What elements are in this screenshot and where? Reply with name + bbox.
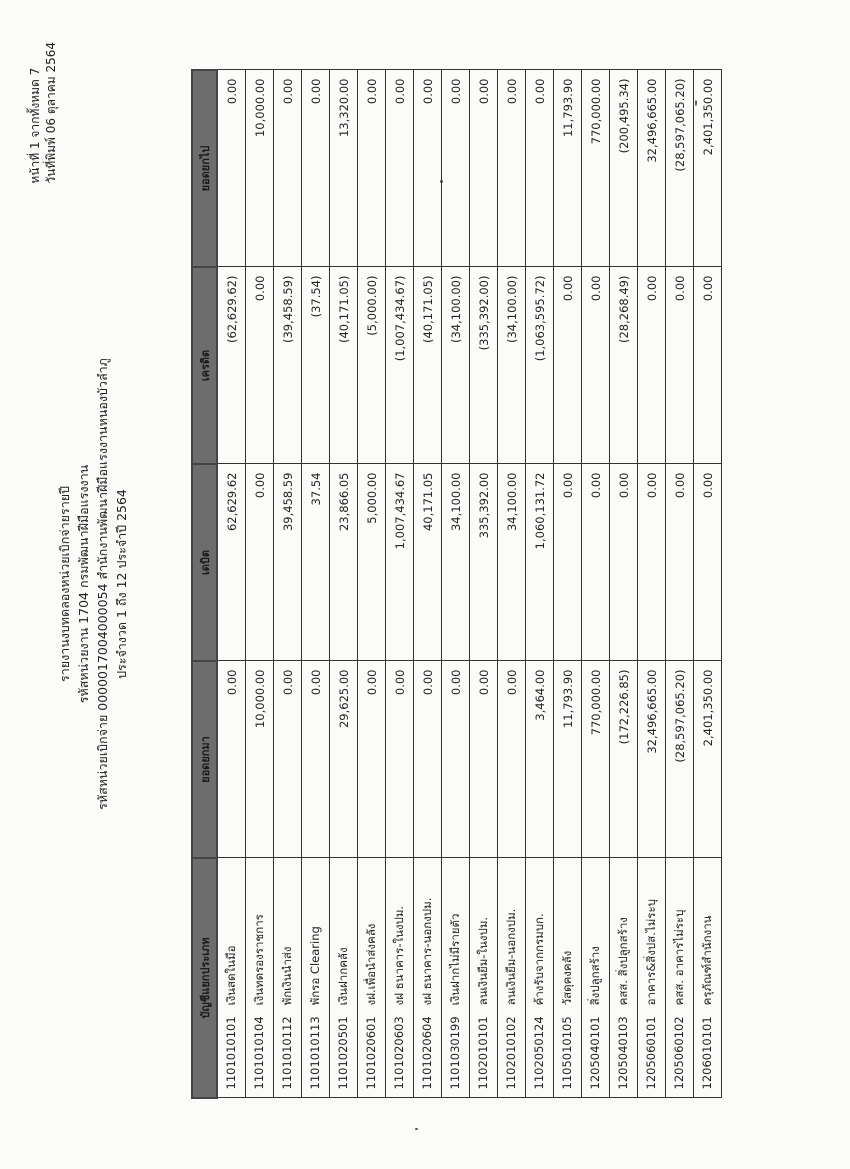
credit-value: (1,007,434.67): [386, 267, 414, 464]
account-name: คสส. อาคารไม่ระบุ: [671, 909, 686, 1006]
debit-value: 40,171.05: [414, 464, 442, 661]
header-carried-forward: ยอดยกไป: [192, 70, 217, 267]
account-cell: [582, 858, 610, 1098]
credit-value: (62,629.62): [217, 267, 246, 464]
credit-value: (34,100.00): [442, 267, 470, 464]
account-name: พักเงินนำส่ง: [279, 946, 294, 1006]
account-code: 1101010104: [251, 1016, 266, 1090]
debit-value: 0.00: [638, 464, 666, 661]
account-cell: [638, 858, 666, 1098]
account-cell: [470, 858, 498, 1098]
rotated-report-page: [15, 34, 835, 1134]
account-name: คสส. สิ่งปลูกสร้าง: [615, 917, 630, 1006]
header-debit: เดบิต: [192, 464, 217, 661]
agency-line: รหัสหน่วยงาน 1704 กรมพัฒนาฝีมือแรงงาน: [76, 464, 91, 704]
credit-value: 0.00: [666, 267, 694, 464]
debit-value: 0.00: [582, 464, 610, 661]
credit-value: (335,392.00): [470, 267, 498, 464]
credit-value: 0.00: [694, 267, 722, 464]
carried-forward-value: 2,401,350.00: [694, 70, 722, 267]
account-cell: [526, 858, 554, 1098]
table-row: [638, 70, 666, 1098]
account-cell: [414, 858, 442, 1098]
debit-value: 0.00: [610, 464, 638, 661]
account-cell: [666, 858, 694, 1098]
debit-value: 39,458.59: [274, 464, 302, 661]
period-line: ประจำงวด 1 ถึง 12 ประจำปี 2564: [114, 489, 129, 679]
account-cell: [694, 858, 722, 1098]
account-cell: [386, 858, 414, 1098]
credit-value: 0.00: [554, 267, 582, 464]
credit-value: (39,458.59): [274, 267, 302, 464]
table-row: [274, 70, 302, 1098]
table-row: [386, 70, 414, 1098]
credit-value: (1,063,595.72): [526, 267, 554, 464]
account-code: 1205060101: [643, 1016, 658, 1090]
table-header-row: [192, 70, 217, 1098]
credit-value: (37.54): [302, 267, 330, 464]
carried-forward-value: 13,320.00: [330, 70, 358, 267]
debit-value: 335,392.00: [470, 464, 498, 661]
account-name: เงินสดในมือ: [223, 945, 238, 1006]
account-cell: [358, 858, 386, 1098]
account-code: 1101020601: [363, 1016, 378, 1090]
carried-forward-value: 0.00: [217, 70, 246, 267]
debit-value: 34,100.00: [442, 464, 470, 661]
account-name: ลนเงินยืม-ในงปม.: [475, 916, 490, 1006]
account-cell: [442, 858, 470, 1098]
carried-forward-value: 0.00: [302, 70, 330, 267]
brought-forward-value: 0.00: [442, 661, 470, 858]
debit-value: 1,060,131.72: [526, 464, 554, 661]
credit-value: (40,171.05): [414, 267, 442, 464]
disbursement-unit-line: รหัสหน่วยเบิกจ่าย 0000017004000054 สำนักงานพัฒนาฝีมือแรงงานหนองบัวลำภู: [95, 358, 110, 810]
account-code: 1101020603: [391, 1016, 406, 1090]
account-name: งฝ.เพื่อนำส่งคลัง: [363, 923, 378, 1006]
account-code: 1102050124: [531, 1016, 546, 1090]
account-name: ครุภัณฑ์สำนักงาน: [699, 915, 714, 1006]
brought-forward-value: (172,226.85): [610, 661, 638, 858]
report-title: รายงานงบทดลองหน่วยเบิกจ่ายรายปี: [57, 486, 72, 682]
brought-forward-value: 32,496,665.00: [638, 661, 666, 858]
carried-forward-value: 11,793.90: [554, 70, 582, 267]
table-row: [526, 70, 554, 1098]
carried-forward-value: 0.00: [470, 70, 498, 267]
page-number-line: หน้าที่ 1 จากทั้งหมด 7: [28, 67, 42, 184]
debit-value: 0.00: [666, 464, 694, 661]
account-name: พักรอ Clearing: [307, 926, 322, 1006]
account-name: งฝ ธนาคาร-นอกงปม.: [419, 897, 434, 1006]
brought-forward-value: 0.00: [217, 661, 246, 858]
report-titles: [55, 34, 131, 1134]
table-row: [217, 70, 246, 1098]
account-cell: [217, 858, 246, 1098]
account-name: งฝ ธนาคาร-ในงปม.: [391, 905, 406, 1006]
table-row: [554, 70, 582, 1098]
account-code: 1101020501: [335, 1016, 350, 1090]
account-code: 1101010113: [307, 1016, 322, 1090]
table-row: [246, 70, 274, 1098]
account-name: เงินฝากไม่มีรายตัว: [447, 913, 462, 1006]
debit-value: 62,629.62: [217, 464, 246, 661]
credit-value: (34,100.00): [498, 267, 526, 464]
print-date-line: วันที่พิมพ์ 06 ตุลาคม 2564: [44, 42, 58, 184]
credit-value: (5,000.00): [358, 267, 386, 464]
account-code: 1205040103: [615, 1016, 630, 1090]
brought-forward-value: 0.00: [414, 661, 442, 858]
debit-value: 0.00: [694, 464, 722, 661]
brought-forward-value: 0.00: [386, 661, 414, 858]
brought-forward-value: 29,625.00: [330, 661, 358, 858]
brought-forward-value: (28,597,065.20): [666, 661, 694, 858]
debit-value: 37.54: [302, 464, 330, 661]
account-cell: [330, 858, 358, 1098]
credit-value: 0.00: [582, 267, 610, 464]
account-cell: [302, 858, 330, 1098]
account-cell: [498, 858, 526, 1098]
header-account: บัญชีแยกประเภท: [192, 858, 217, 1098]
account-code: 1102010101: [475, 1016, 490, 1090]
account-name: ค้างรับจากกรมบก.: [531, 913, 546, 1006]
credit-value: (28,268.49): [610, 267, 638, 464]
debit-value: 0.00: [246, 464, 274, 661]
debit-value: 23,866.05: [330, 464, 358, 661]
table-row: [330, 70, 358, 1098]
carried-forward-value: 10,000.00: [246, 70, 274, 267]
account-code: 1205040101: [587, 1016, 602, 1090]
table-row: [470, 70, 498, 1098]
debit-value: 34,100.00: [498, 464, 526, 661]
carried-forward-value: 0.00: [442, 70, 470, 267]
account-name: วัสดุคงคลัง: [559, 950, 574, 1006]
table-row: [666, 70, 694, 1098]
account-code: 1102010102: [503, 1016, 518, 1090]
brought-forward-value: 11,793.90: [554, 661, 582, 858]
credit-value: 0.00: [638, 267, 666, 464]
carried-forward-value: 770,000.00: [582, 70, 610, 267]
account-cell: [274, 858, 302, 1098]
credit-value: (40,171.05): [330, 267, 358, 464]
credit-value: 0.00: [246, 267, 274, 464]
brought-forward-value: 0.00: [358, 661, 386, 858]
carried-forward-value: 0.00: [526, 70, 554, 267]
table-row: [582, 70, 610, 1098]
account-code: 1101020604: [419, 1016, 434, 1090]
carried-forward-value: 0.00: [498, 70, 526, 267]
table-row: [610, 70, 638, 1098]
debit-value: 1,007,434.67: [386, 464, 414, 661]
brought-forward-value: 0.00: [498, 661, 526, 858]
account-code: 1101010112: [279, 1016, 294, 1090]
table-row: [498, 70, 526, 1098]
trial-balance-table: [191, 69, 722, 1099]
account-code: 1205060102: [671, 1016, 686, 1090]
carried-forward-value: 32,496,665.00: [638, 70, 666, 267]
carried-forward-value: 0.00: [386, 70, 414, 267]
debit-value: 0.00: [554, 464, 582, 661]
account-code: 1101010101: [223, 1016, 238, 1090]
account-name: เงินทดรองราชการ: [251, 914, 266, 1006]
account-cell: [246, 858, 274, 1098]
brought-forward-value: 0.00: [274, 661, 302, 858]
carried-forward-value: 0.00: [274, 70, 302, 267]
carried-forward-value: 0.00: [414, 70, 442, 267]
account-cell: [610, 858, 638, 1098]
table-row: [302, 70, 330, 1098]
brought-forward-value: 10,000.00: [246, 661, 274, 858]
header-brought-forward: ยอดยกมา: [192, 661, 217, 858]
brought-forward-value: 2,401,350.00: [694, 661, 722, 858]
table-row: [358, 70, 386, 1098]
account-name: สิ่งปลูกสร้าง: [587, 946, 602, 1006]
debit-value: 5,000.00: [358, 464, 386, 661]
account-name: ลนเงินยืม-นอกงปม.: [503, 908, 518, 1006]
table-row: [414, 70, 442, 1098]
carried-forward-value: (200,495.34): [610, 70, 638, 267]
header-credit: เครดิต: [192, 267, 217, 464]
account-cell: [554, 858, 582, 1098]
carried-forward-value: 0.00: [358, 70, 386, 267]
account-name: เงินฝากคลัง: [335, 947, 350, 1006]
brought-forward-value: 770,000.00: [582, 661, 610, 858]
account-code: 1101030199: [447, 1016, 462, 1090]
table-row: [694, 70, 722, 1098]
account-name: อาคาร&สิ่งปส.ไม่ระบุ: [643, 899, 658, 1006]
table-row: [442, 70, 470, 1098]
brought-forward-value: 0.00: [470, 661, 498, 858]
account-code: 1105010105: [559, 1016, 574, 1090]
brought-forward-value: 3,464.00: [526, 661, 554, 858]
brought-forward-value: 0.00: [302, 661, 330, 858]
account-code: 1206010101: [699, 1016, 714, 1090]
carried-forward-value: (28,597,065.20): [666, 70, 694, 267]
